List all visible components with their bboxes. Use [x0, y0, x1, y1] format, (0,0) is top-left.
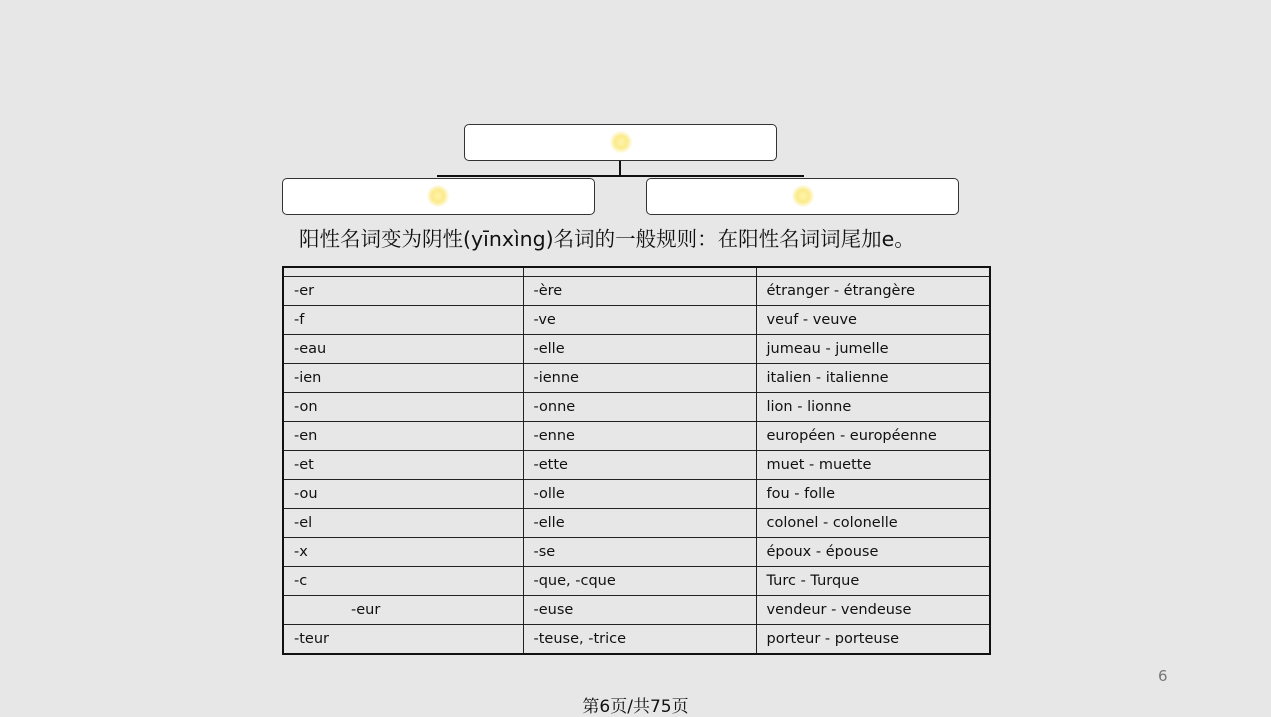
example-cell: muet - muette [756, 451, 990, 480]
glow-dot [610, 131, 632, 153]
masculine-suffix-cell: -er [283, 277, 523, 306]
table-row [283, 509, 990, 538]
feminine-suffix-cell: -que, -cque [523, 567, 756, 596]
table-row [283, 480, 990, 509]
table-body [283, 267, 990, 654]
feminine-suffix-cell: -euse [523, 596, 756, 625]
example-cell: jumeau - jumelle [756, 335, 990, 364]
masculine-suffix-cell: -el [283, 509, 523, 538]
table-row-blank [283, 267, 990, 277]
feminine-suffix-cell: -onne [523, 393, 756, 422]
feminine-suffix-cell: -ve [523, 306, 756, 335]
table-row [283, 364, 990, 393]
feminine-suffix-cell: -elle [523, 509, 756, 538]
masculine-suffix-cell: -x [283, 538, 523, 567]
suffix-rule-table [282, 266, 991, 655]
masculine-suffix-cell: -ou [283, 480, 523, 509]
table-row [283, 393, 990, 422]
masculine-suffix-cell: -f [283, 306, 523, 335]
masculine-suffix-cell: -c [283, 567, 523, 596]
feminine-suffix-cell: -enne [523, 422, 756, 451]
table-row [283, 335, 990, 364]
feminine-suffix-cell: -ère [523, 277, 756, 306]
example-cell: porteur - porteuse [756, 625, 990, 655]
table-row [283, 422, 990, 451]
table-row [283, 538, 990, 567]
masculine-suffix-cell: -ien [283, 364, 523, 393]
slide-number: 6 [1158, 667, 1168, 685]
feminine-suffix-cell: -olle [523, 480, 756, 509]
feminine-suffix-cell: -se [523, 538, 756, 567]
feminine-suffix-cell: -ette [523, 451, 756, 480]
example-cell: colonel - colonelle [756, 509, 990, 538]
masculine-suffix-cell: -en [283, 422, 523, 451]
table-row [283, 596, 990, 625]
connector-horizontal [437, 175, 804, 177]
feminine-suffix-cell: -ienne [523, 364, 756, 393]
example-cell: Turc - Turque [756, 567, 990, 596]
diagram-right-box [646, 178, 959, 215]
page-footer: 第6页/共75页 [582, 697, 689, 717]
rule-heading: 阳性名词变为阴性(yīnxìng)名词的一般规则：在阳性名词词尾加e。 [299, 227, 915, 251]
table-row [283, 451, 990, 480]
feminine-suffix-cell: -elle [523, 335, 756, 364]
masculine-suffix-cell: -on [283, 393, 523, 422]
table-row [283, 625, 990, 655]
example-cell: italien - italienne [756, 364, 990, 393]
masculine-suffix-cell: -et [283, 451, 523, 480]
masculine-suffix-cell: -eau [283, 335, 523, 364]
table-row [283, 277, 990, 306]
connector-vertical [619, 161, 621, 176]
example-cell: vendeur - vendeuse [756, 596, 990, 625]
table-row [283, 567, 990, 596]
masculine-suffix-cell: -teur [283, 625, 523, 655]
feminine-suffix-cell: -teuse, -trice [523, 625, 756, 655]
diagram-top-box [464, 124, 777, 161]
glow-dot [427, 185, 449, 207]
example-cell: européen - européenne [756, 422, 990, 451]
glow-dot [792, 185, 814, 207]
example-cell: étranger - étrangère [756, 277, 990, 306]
example-cell: époux - épouse [756, 538, 990, 567]
masculine-suffix-cell: -eur [283, 596, 523, 625]
diagram-left-box [282, 178, 595, 215]
example-cell: fou - folle [756, 480, 990, 509]
example-cell: veuf - veuve [756, 306, 990, 335]
table-row [283, 306, 990, 335]
example-cell: lion - lionne [756, 393, 990, 422]
